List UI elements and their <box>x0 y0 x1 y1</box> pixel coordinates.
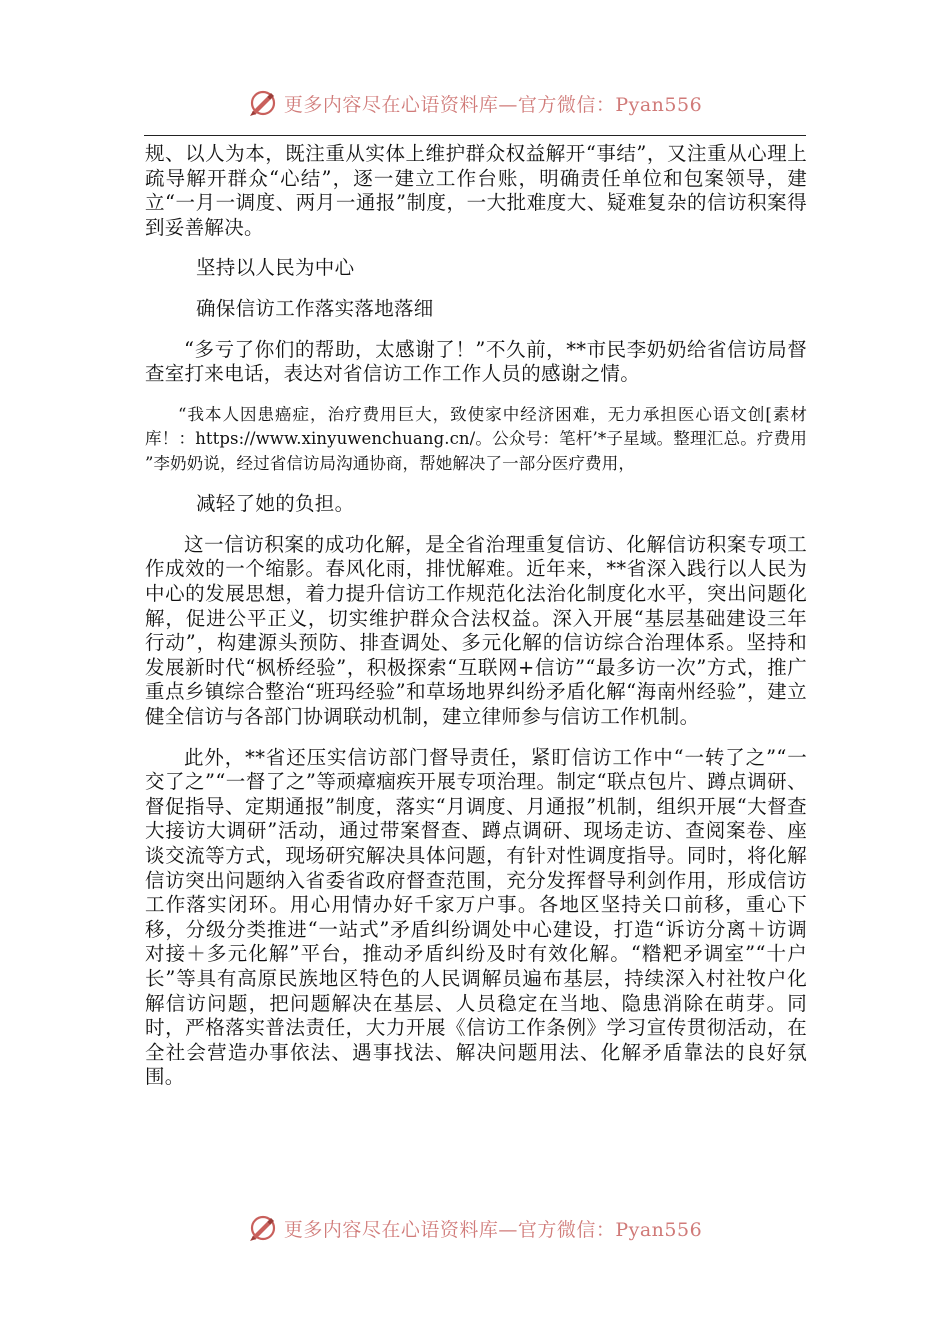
paragraph-1: 规、以人为本，既注重从实体上维护群众权益解开“事结”，又注重从心理上疏导解开群众“心结”，逐一建立工作台账，明确责任单位和包案领导，建立“一月一调度、两月一通报”制度，一大批难度大、疑难复杂的信访积案得到妥善解决。 <box>145 142 807 239</box>
paragraph-2: “多亏了你们的帮助，太感谢了！”不久前，**市民李奶奶给省信访局督查室打来电话，表达对省信访工作工作人员的感谢之情。 <box>145 337 807 386</box>
header-banner-text: 更多内容尽在心语资料库—官方微信：Pyan556 <box>283 93 703 116</box>
paragraph-5: 这一信访积案的成功化解，是全省治理重复信访、化解信访积案专项工作成效的一个缩影。春风化雨，排忧解难。近年来，**省深入践行以人民为中心的发展思想，着力提升信访工作规范化法治化制度化水平，突出问题化解，促进公平正义，切实维护群众合法权益。深入开展“基层基础建设三年行动”，构建源头预防、排查调处、多元化解的信访综合治理体系。坚持和发展新时代“枫桥经验”，积极探索“互联网+信访”“最多访一次”方式，推广重点乡镇综合整治“班玛经验”和草场地界纠纷矛盾化解“海南州经验”，建立健全信访与各部门协调联动机制，建立律师参与信访工作机制。 <box>145 532 807 728</box>
header-banner <box>0 88 950 118</box>
pen-circle-logo-icon <box>248 1213 278 1243</box>
paragraph-3: “我本人因患癌症，治疗费用巨大，致使家中经济困难，无力承担医心语文创[素材库！：https://www.xinyuwenchuang.cn/。公众号：笔杆’*子星域。整理汇总。疗费用 ”李奶奶说，经过省信访局沟通协商，帮她解决了一部分医疗费用， <box>145 404 807 473</box>
header-divider <box>144 135 806 136</box>
footer-banner <box>0 1213 950 1243</box>
paragraph-6: 此外，**省还压实信访部门督导责任，紧盯信访工作中“一转了之”“一交了之”“一督了之”等顽瘴痼疾开展专项治理。制定“联点包片、蹲点调研、督促指导、定期通报”制度，落实“月调度、月通报”机制，组织开展“大督查大接访大调研”活动，通过带案督查、蹲点调研、现场走访、查阅案卷、座谈交流等方式，现场研究解决具体问题，有针对性调度指导。同时，将化解信访突出问题纳入省委省政府督查范围，充分发挥督导利剑作用，形成信访工作落实闭环。用心用情办好千家万户事。各地区坚持关口前移，重心下移，分级分类推进“一站式”矛盾纠纷调处中心建设，打造“诉访分离＋访调对接＋多元化解”平台，推动矛盾纠纷及时有效化解。“糌粑矛调室”“十户长”等具有高原民族地区特色的人民调解员遍布基层，持续深入村社牧户化解信访问题，把问题解决在基层、人员稳定在当地、隐患消除在萌芽。同时，严格落实普法责任，大力开展《信访工作条例》学习宣传贯彻活动，在全社会营造办事依法、遇事找法、解决问题用法、化解矛盾靠法的良好氛围。 <box>145 745 807 1089</box>
section-heading-2: 确保信访工作落实落地落细 <box>196 296 434 320</box>
section-heading-1: 坚持以人民为中心 <box>196 256 355 280</box>
pen-circle-logo-icon <box>248 88 278 118</box>
paragraph-4: 减轻了她的负担。 <box>196 492 355 516</box>
article-body <box>145 142 807 1090</box>
footer-banner-text: 更多内容尽在心语资料库—官方微信：Pyan556 <box>283 1218 703 1241</box>
